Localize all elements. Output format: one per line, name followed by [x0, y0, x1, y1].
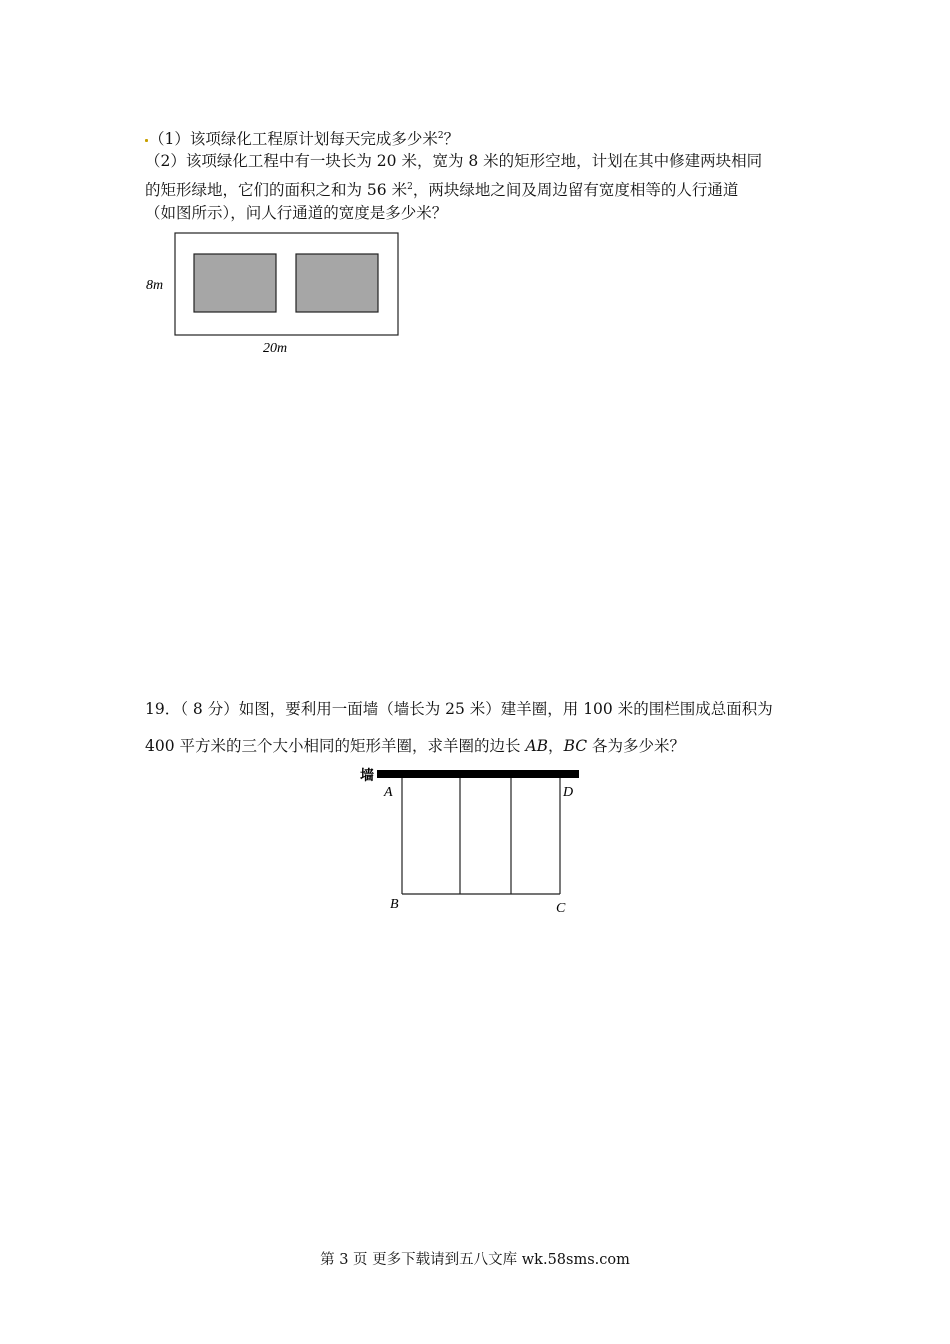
q18-part1: （1）该项绿化工程原计划每天完成多少米$^2$？: [149, 130, 460, 148]
point-b-label: B: [390, 897, 399, 912]
sheep-pen-figure: [358, 764, 588, 916]
green-plot-right: [296, 254, 378, 312]
marker-dot: [145, 139, 148, 142]
wall-label: 墙: [360, 768, 374, 784]
q18-part2-line3: （如图所示），问人行通道的宽度是多少米？: [145, 204, 448, 222]
point-d-label: D: [563, 785, 574, 800]
q19-line1: 19．（ 8 分）如图，要利用一面墙（墙长为 25 米）建羊圈，用 100 米的围栏围成总面积为: [145, 700, 773, 718]
point-c-label: C: [556, 901, 566, 916]
garden-figure: [145, 230, 415, 360]
q18-part2-line2: 的矩形绿地，它们的面积之和为 56 米$^2$，两块绿地之间及周边留有宽度相等的人行通道: [145, 181, 739, 199]
wall-bar: [377, 770, 579, 778]
height-label: 8m: [146, 278, 164, 293]
page-footer: 第 3 页 更多下载请到五八文库 wk.58sms.com: [320, 1252, 630, 1268]
width-label: 20m: [263, 341, 288, 356]
green-plot-left: [194, 254, 276, 312]
point-a-label: A: [384, 785, 393, 800]
q18-part2-line1: （2）该项绿化工程中有一块长为 20 米，宽为 8 米的矩形空地，计划在其中修建两块相同: [145, 152, 763, 170]
q19-line2: 400 平方米的三个大小相同的矩形羊圈，求羊圈的边长 AB，BC 各为多少米？: [145, 737, 686, 755]
